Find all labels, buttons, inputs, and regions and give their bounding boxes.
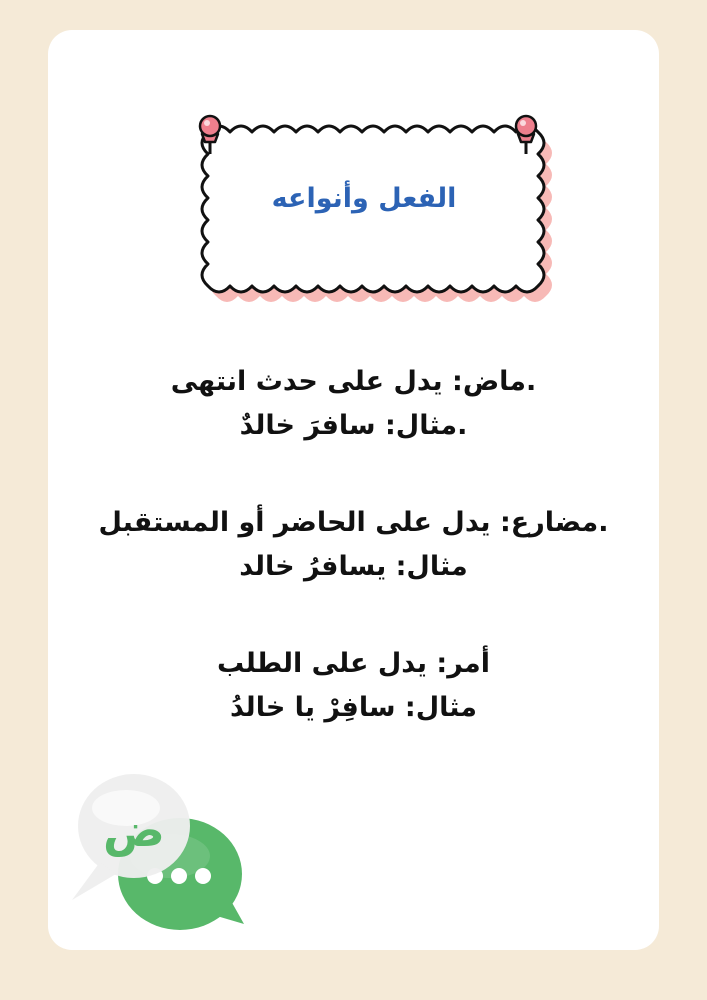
chat-bubbles bbox=[70, 764, 250, 934]
title-frame bbox=[168, 100, 568, 330]
section-imperative bbox=[48, 642, 659, 730]
section-present bbox=[48, 501, 659, 589]
example-imperative: مثال: سافِرْ يا خالدُ bbox=[229, 692, 478, 723]
definition-past: .ماض: يدل على حدث انتهى bbox=[170, 366, 537, 397]
example-past: .مثال: سافرَ خالدٌ bbox=[239, 410, 468, 441]
verb-types-list bbox=[48, 360, 659, 783]
example-present: مثال: يسافرُ خالد bbox=[239, 551, 468, 582]
definition-imperative: أمر: يدل على الطلب bbox=[216, 648, 490, 679]
definition-present: .مضارع: يدل على الحاضر أو المستقبل bbox=[98, 507, 609, 538]
section-past bbox=[48, 360, 659, 448]
arabic-letter: ض bbox=[103, 803, 165, 857]
card bbox=[48, 30, 659, 950]
page-title: الفعل وأنواعه bbox=[271, 182, 457, 214]
